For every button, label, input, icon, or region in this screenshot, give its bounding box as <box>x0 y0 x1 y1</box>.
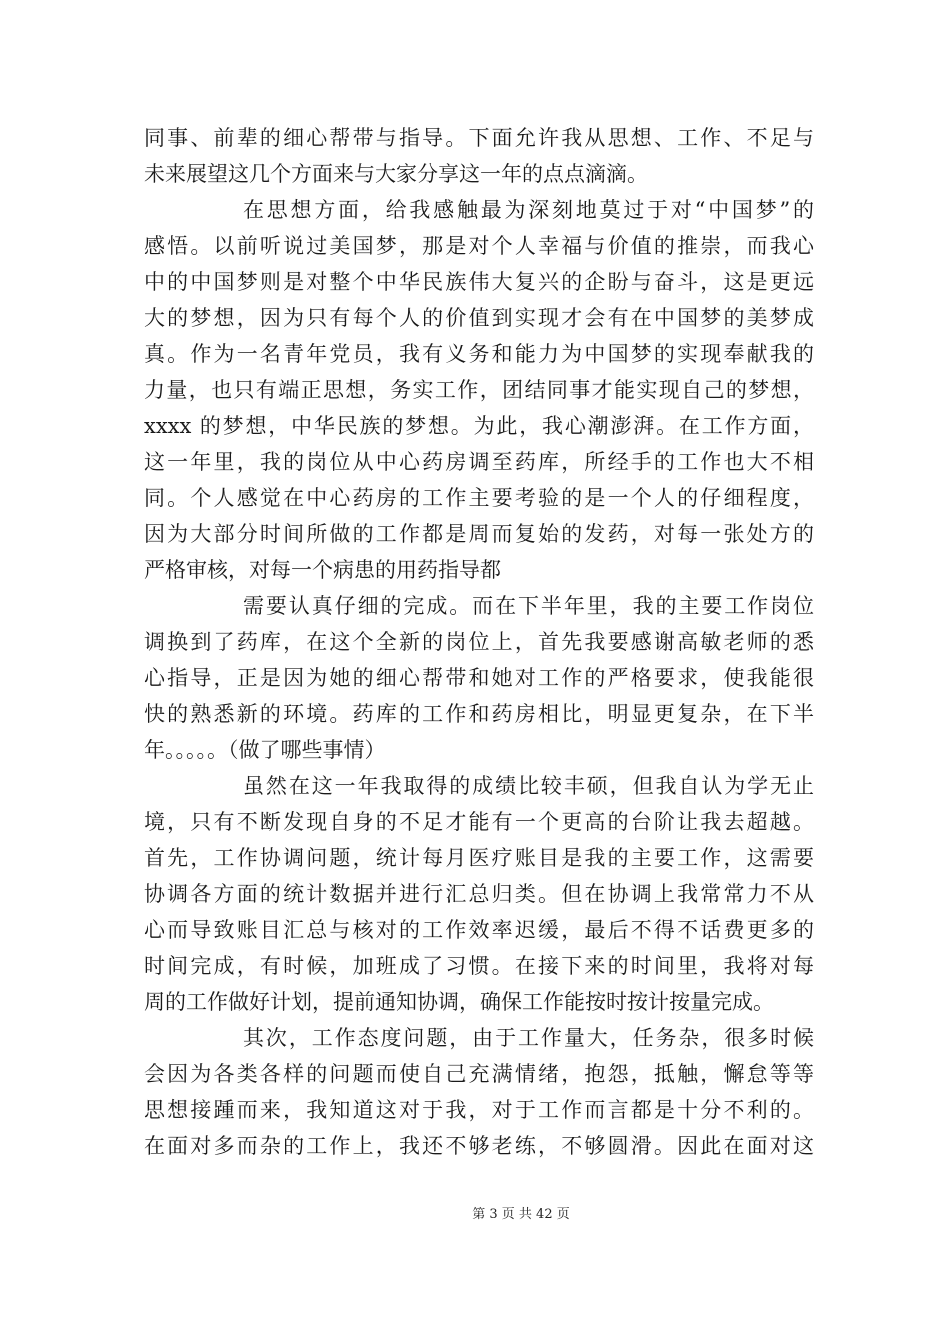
body-text-line: 思想接踵而来，我知道这对于我，对于工作而言都是十分不利的。 <box>144 1098 814 1122</box>
paragraph-first-line: 需要认真仔细的完成。而在下半年里，我的主要工作岗位 <box>243 594 814 618</box>
body-text-line: 因为大部分时间所做的工作都是周而复始的发药，对每一张处方的 <box>144 522 814 546</box>
body-text-line: 心而导致账目汇总与核对的工作效率迟缓，最后不得不话费更多的 <box>144 918 814 942</box>
body-text-line: 感悟。以前听说过美国梦，那是对个人幸福与价值的推崇，而我心 <box>144 234 814 258</box>
body-text-line: 时间完成，有时候，加班成了习惯。在接下来的时间里，我将对每 <box>144 954 814 978</box>
body-text-line: 严格审核，对每一个病患的用药指导都 <box>144 558 501 582</box>
body-text-line: 大的梦想，因为只有每个人的价值到实现才会有在中国梦的美梦成 <box>144 306 814 330</box>
paragraph-first-line: 在思想方面，给我感触最为深刻地莫过于对“中国梦”的 <box>243 198 814 222</box>
body-text-line: 同。个人感觉在中心药房的工作主要考验的是一个人的仔细程度， <box>144 486 814 510</box>
body-text-line: 年。。。。。（做了哪些事情） <box>144 738 386 762</box>
body-text-line: 快的熟悉新的环境。药库的工作和药房相比，明显更复杂，在下半 <box>144 702 814 726</box>
body-text-line: 中的中国梦则是对整个中华民族伟大复兴的企盼与奋斗，这是更远 <box>144 270 814 294</box>
body-text-line: 周的工作做好计划，提前通知协调，确保工作能按时按计按量完成。 <box>144 990 774 1014</box>
body-text-line: xxxx 的梦想，中华民族的梦想。为此，我心潮澎湃。在工作方面， <box>144 414 814 438</box>
body-text-line: 会因为各类各样的问题而使自己充满情绪，抱怨，抵触，懈怠等等 <box>144 1062 814 1086</box>
body-text-line: 首先，工作协调问题，统计每月医疗账目是我的主要工作，这需要 <box>144 846 814 870</box>
body-text-line: 境，只有不断发现自身的不足才能有一个更高的台阶让我去超越。 <box>144 810 814 834</box>
body-text-line: 协调各方面的统计数据并进行汇总归类。但在协调上我常常力不从 <box>144 882 814 906</box>
body-text-line: 同事、前辈的细心帮带与指导。下面允许我从思想、工作、不足与 <box>144 126 814 150</box>
page-number: 第 3 页 共 42 页 <box>472 1207 570 1222</box>
body-text-line: 真。作为一名青年党员，我有义务和能力为中国梦的实现奉献我的 <box>144 342 814 366</box>
body-text-line: 这一年里，我的岗位从中心药房调至药库，所经手的工作也大不相 <box>144 450 814 474</box>
body-text-line: 调换到了药库，在这个全新的岗位上，首先我要感谢高敏老师的悉 <box>144 630 814 654</box>
page-footer <box>0 1206 950 1224</box>
paragraph-first-line: 其次，工作态度问题，由于工作量大，任务杂，很多时候 <box>243 1026 814 1050</box>
body-text-line: 未来展望这几个方面来与大家分享这一年的点点滴滴。 <box>144 162 648 186</box>
body-text-line: 心指导，正是因为她的细心帮带和她对工作的严格要求，使我能很 <box>144 666 814 690</box>
body-text-line: 在面对多而杂的工作上，我还不够老练，不够圆滑。因此在面对这 <box>144 1134 814 1158</box>
body-text-line: 力量，也只有端正思想，务实工作，团结同事才能实现自己的梦想， <box>144 378 814 402</box>
paragraph-first-line: 虽然在这一年我取得的成绩比较丰硕，但我自认为学无止 <box>243 774 814 798</box>
